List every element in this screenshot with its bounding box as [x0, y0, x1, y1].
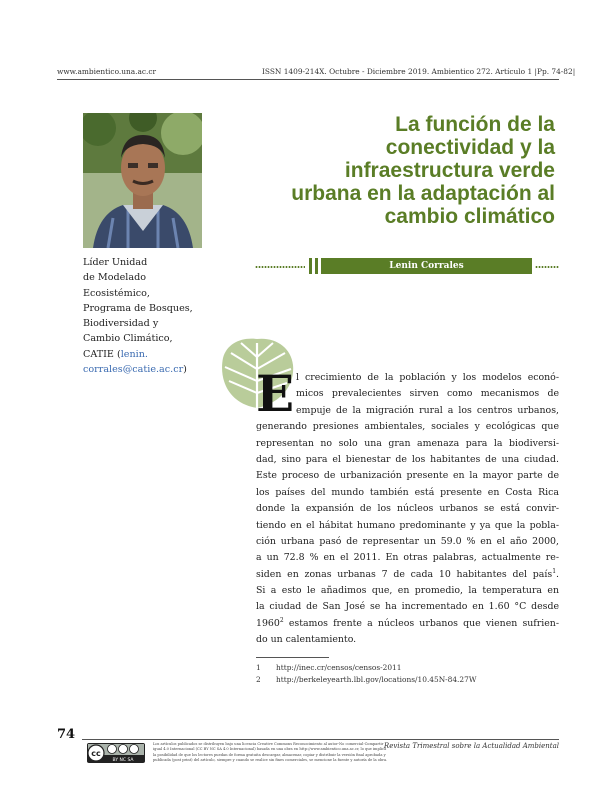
author-name: Lenin Corrales	[321, 258, 532, 274]
body-text: 1960	[256, 617, 280, 629]
bio-line: Ecosistémico,	[83, 287, 150, 299]
body-text: estamos frente a núcleos urbanos que vienen sufrien-	[283, 617, 559, 629]
footnote-link[interactable]: http://inec.cr/censos/censos-2011	[276, 663, 402, 672]
drop-cap: E	[256, 364, 295, 423]
body-line: empuje de la migración rural a los centros urbanos,	[296, 404, 559, 416]
article-title	[255, 113, 555, 228]
header-website: www.ambientico.una.ac.cr	[57, 67, 157, 76]
body-line: dad, sino para el bienestar de los habitantes de una ciudad.	[256, 453, 559, 465]
bio-line	[83, 362, 208, 377]
body-line: donde la expansión de los núcleos urbanos se está convir-	[256, 503, 559, 515]
author-banner	[255, 258, 559, 274]
email-link[interactable]: lenin.	[120, 348, 148, 360]
header-rule	[57, 79, 559, 80]
body-line: generando presiones ambientales, sociales y ecológicas que	[256, 421, 559, 433]
cc-label: cc	[91, 749, 101, 758]
body-line	[256, 616, 559, 632]
license-line: Los artículos publicados se distribuyen bajo una licencia Creative Commons Reconocimiento al autor-No comercial-Compartir	[153, 742, 384, 746]
footnote-ref[interactable]: 2	[279, 616, 284, 624]
article-body	[256, 364, 559, 649]
creative-commons-badge-icon[interactable]	[87, 743, 145, 763]
license-line: igual 4.0 Internacional (CC BY NC SA 4.0 Internacional) basada en una obra en http://www.ambientico.una.ac.cr, lo que implica	[153, 747, 387, 752]
body-line: representan no solo una gran amenaza para la biodiversi-	[256, 437, 559, 449]
license-text	[153, 742, 389, 763]
accent-bar	[309, 258, 312, 274]
author-bio	[83, 255, 208, 377]
page-number: 74	[57, 727, 76, 742]
body-line: los países del mundo también está presente en Costa Rica	[256, 486, 559, 498]
footnote-number: 1	[256, 663, 261, 672]
title-line: cambio climático	[384, 205, 555, 228]
footnote	[256, 674, 476, 686]
footer-rule	[82, 739, 559, 740]
footnote	[256, 662, 476, 674]
bio-line: Líder Unidad	[83, 257, 148, 268]
license-line: publicada (post print) del artículo, siempre y cuando se realice sin fines comerciales, se mencione la fuente y autoría de la obra.	[153, 757, 388, 762]
bio-text: CATIE (	[83, 348, 121, 360]
author-photo	[83, 113, 202, 248]
body-line: Si a esto le añadimos que, en promedio, la temperatura en	[256, 585, 559, 597]
title-line: La función de la	[395, 113, 555, 136]
title-line: urbana en la adaptación al	[291, 182, 555, 205]
bio-line: Cambio Climático,	[83, 333, 173, 345]
footnote-number: 2	[256, 675, 261, 684]
bio-line: Programa de Bosques,	[83, 302, 193, 314]
email-link[interactable]: corrales@catie.ac.cr	[83, 364, 184, 376]
dotted-rule-right	[535, 266, 559, 268]
bio-line	[83, 347, 208, 362]
body-text: .	[556, 568, 559, 580]
title-line: infraestructura verde	[344, 159, 555, 182]
bio-line: de Modelado	[83, 272, 146, 284]
body-line: a un 72.8 % en el 2011. En otras palabras, actualmente re-	[256, 552, 559, 564]
body-text: siden en zonas urbanas 7 de cada 10 habitantes del país	[256, 568, 553, 580]
body-line: micos prevalecientes sirven como mecanismos de	[296, 388, 559, 400]
license-line: la posibilidad de que los lectores puedan de forma gratuita descargar, almacenar, copiar y distribuir la versión final aprobada y	[153, 752, 386, 757]
accent-bar	[315, 258, 318, 274]
body-line	[256, 567, 559, 583]
journal-name: Revista Trimestral sobre la Actualidad Ambiental	[383, 742, 559, 750]
body-line: ción urbana pasó de representar un 59.0 % en el año 2000,	[256, 535, 559, 547]
body-line: la ciudad de San José se ha incrementado en 1.60 °C desde	[256, 601, 559, 613]
bio-text: )	[183, 364, 187, 376]
footnote-rule	[256, 657, 329, 658]
body-line: Este proceso de urbanización presente en la mayor parte de	[256, 470, 559, 482]
body-line: l crecimiento de la población y los modelos econó-	[296, 372, 559, 383]
body-line: tiendo en el hábitat humano predominante y ya que la pobla-	[256, 519, 559, 531]
body-line: do un calentamiento.	[256, 634, 357, 646]
footnote-link[interactable]: http://berkeleyearth.lbl.gov/locations/10.45N-84.27W	[276, 675, 477, 684]
dotted-rule-left	[255, 266, 305, 268]
header-issn: ISSN 1409-214X. Octubre - Diciembre 2019. Ambientico 272. Artículo 1 |Pp. 74-82|	[262, 67, 576, 76]
title-line: conectividad y la	[385, 136, 555, 159]
bio-line: Biodiversidad y	[83, 318, 159, 330]
cc-terms: BY NC SA	[112, 758, 134, 763]
footnote-ref[interactable]: 1	[552, 567, 557, 575]
footnotes	[256, 662, 476, 686]
